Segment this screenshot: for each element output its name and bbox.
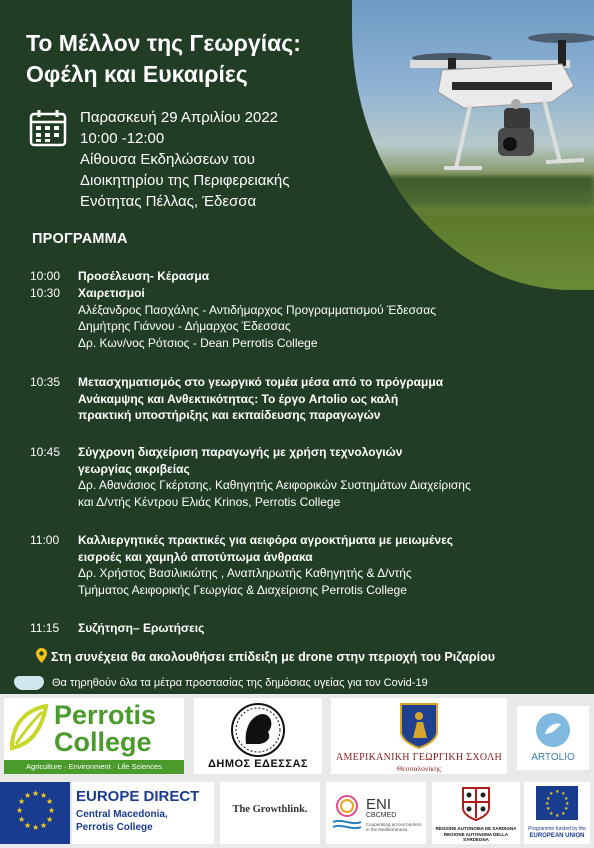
svg-text:★: ★ <box>18 815 26 824</box>
drone-photo <box>352 0 594 290</box>
europe-direct-sub-1: Central Macedonia, <box>76 809 168 820</box>
event-date: Παρασκευή 29 Απριλίου 2022 <box>80 109 279 126</box>
eu-flag-logo <box>0 782 70 844</box>
svg-text:★: ★ <box>561 811 566 817</box>
svg-text:★: ★ <box>32 789 40 798</box>
program-detail: Δρ. Χρήστος Βασιλικιώτης , Αναπληρωτής Καθηγητής & Δ/ντής <box>78 566 412 580</box>
svg-text:★: ★ <box>32 823 40 832</box>
growthlink-name: The Growthlink. <box>232 804 308 815</box>
program-time: 10:45 <box>30 445 61 459</box>
svg-text:★: ★ <box>18 797 26 806</box>
coin-emblem-icon <box>194 700 322 760</box>
program-title: Καλλιεργητικές πρακτικές για αειφόρα αγροκτήματα με μειωμένες <box>78 533 454 547</box>
program-time: 10:00 <box>30 269 61 283</box>
page-title <box>26 28 366 90</box>
growthlink-logo <box>220 782 320 844</box>
drone-icon <box>352 0 594 290</box>
program-title: εισροές και χαμηλό αποτύπωμα άνθρακα <box>78 549 313 564</box>
svg-text:★: ★ <box>549 791 554 797</box>
eu-funded-line-1: Programme funded by the <box>528 826 586 832</box>
program-detail: Δημήτρης Γιάννου - Δήμαρχος Έδεσσας <box>78 319 291 333</box>
sardinia-region-logo <box>432 782 520 844</box>
program-heading: ΠΡΟΓΡΑΜΜΑ <box>32 231 128 247</box>
svg-text:★: ★ <box>546 796 551 802</box>
event-venue-1: Αίθουσα Εκδηλώσεων του <box>80 151 255 168</box>
svg-text:★: ★ <box>16 806 24 815</box>
eni-sub: CBCMED <box>366 812 397 819</box>
title-line-2: Οφέλη και Ευκαιρίες <box>26 61 248 87</box>
svg-text:★: ★ <box>549 811 554 817</box>
artolio-name: ARTOLIO <box>531 752 575 763</box>
europe-direct-title: EUROPE DIRECT <box>76 788 200 805</box>
leaf-icon <box>8 704 50 752</box>
program-title: πρακτική υποστήριξης και εκπαίδευσης παραγωγών <box>78 408 381 422</box>
program-detail: Δρ. Κων/νος Ρότσιος - Dean Perrotis College <box>78 335 318 350</box>
artolio-icon <box>535 712 571 748</box>
artolio-logo <box>517 706 589 770</box>
event-time: 10:00 -12:00 <box>80 130 165 147</box>
sardinia-crest-icon <box>461 786 491 822</box>
europe-direct-sub-2: Perrotis College <box>76 822 153 833</box>
program-time: 10:30 <box>30 286 61 300</box>
svg-text:★: ★ <box>48 806 56 815</box>
demo-note-text: Στη συνέχεια θα ακολουθήσει επίδειξη με drone στην περιοχή του Ριζαρίου <box>51 650 496 664</box>
eu-funded-line-2: EUROPEAN UNION <box>529 833 585 839</box>
svg-text:★: ★ <box>46 797 54 806</box>
event-info <box>80 107 289 212</box>
svg-text:★: ★ <box>564 796 569 802</box>
edessa-name: ΔΗΜΟΣ ΕΔΕΣΣΑΣ <box>207 758 309 770</box>
program-title: Μετασχηματισμός στο γεωργικό τομέα μέσα από το πρόγραμμα <box>78 375 444 389</box>
title-line-1: Το Μέλλον της Γεωργίας: <box>26 30 301 56</box>
program-title: γεωργίας ακριβείας <box>78 461 190 476</box>
perrotis-line-1: Perrotis <box>54 700 157 730</box>
program-title: Συζήτηση– Ερωτήσεις <box>78 621 205 635</box>
eu-stars-icon <box>0 782 70 844</box>
eni-name: ENI <box>366 796 392 813</box>
program-time: 11:00 <box>30 533 60 547</box>
program-time: 10:35 <box>30 375 61 389</box>
svg-text:★: ★ <box>24 821 32 830</box>
svg-text:★: ★ <box>46 815 54 824</box>
perrotis-college-logo <box>4 698 184 774</box>
program-title: Σύγχρονη διαχείριση παραγωγής με χρήση τεχνολογιών <box>78 445 403 459</box>
american-farm-school-logo <box>331 698 507 774</box>
sardinia-name-1: REGIONE AUTONOMA DE SARDIGNA <box>435 826 517 831</box>
svg-text:★: ★ <box>564 806 569 812</box>
program-detail: Αλέξανδρος Πασχάλης - Αντιδήμαρχος Προγραμματισμού Έδεσσας <box>78 302 436 317</box>
face-mask-icon <box>14 676 44 690</box>
perrotis-tagline: Agriculture · Environment · Life Sciences <box>4 760 184 774</box>
eni-cbcmed-logo <box>326 782 426 844</box>
event-venue-2: Διοικητηρίου της Περιφερειακής <box>80 172 290 189</box>
program-time: 11:15 <box>30 621 60 635</box>
eu-funded-logo <box>524 782 590 844</box>
svg-text:★: ★ <box>555 789 560 795</box>
svg-text:★: ★ <box>40 821 48 830</box>
program-title: Προσέλευση- Κέρασμα <box>78 269 210 283</box>
svg-text:★: ★ <box>24 791 32 800</box>
europe-direct-logo <box>72 782 214 844</box>
svg-text:★: ★ <box>565 801 570 807</box>
program-title: Χαιρετισμοί <box>78 286 145 300</box>
farmer-emblem-icon <box>399 702 439 750</box>
event-venue-3: Ενότητας Πέλλας, Έδεσσα <box>80 193 257 210</box>
demo-note <box>36 648 495 664</box>
svg-text:★: ★ <box>40 791 48 800</box>
afs-city: Θεσσαλονίκης <box>396 764 442 773</box>
municipality-edessa-logo <box>194 698 322 774</box>
eni-rings-icon <box>329 792 365 832</box>
svg-text:★: ★ <box>545 801 550 807</box>
svg-text:★: ★ <box>561 791 566 797</box>
afs-name: ΑΜΕΡΙΚΑΝΙΚΗ ΓΕΩΡΓΙΚΗ ΣΧΟΛΗ <box>335 752 503 763</box>
covid-note <box>14 676 428 690</box>
program-title: Ανάκαμψης και Ανθεκτικότητας: Το έργο Artolio ως καλή <box>78 391 399 406</box>
svg-text:★: ★ <box>555 813 560 819</box>
calendar-icon <box>28 108 68 148</box>
perrotis-line-2: College <box>54 727 152 757</box>
location-pin-icon <box>36 648 47 663</box>
program-detail: Τμήματος Αειφορικής Γεωργίας & Διαχείρισης Perrotis College <box>78 582 407 597</box>
sardinia-name-2: REGIONE AUTONOMA DELLA SARDEGNA <box>443 832 509 842</box>
covid-note-text: Θα τηρηθούν όλα τα μέτρα προστασίας της δημόσιας υγείας για τον Covid-19 <box>52 677 428 689</box>
program-detail: Δρ. Αθανάσιος Γκέρτσης, Καθηγητής Αειφορικών Συστημάτων Διαχείρισης <box>78 478 471 492</box>
eni-tagline: Cooperating across borders in the Mediterranean <box>366 822 422 832</box>
program-detail: και Δ/ντής Κέντρου Ελιάς Krinos, Perrotis College <box>78 494 341 509</box>
eu-flag-icon <box>524 782 590 826</box>
svg-text:★: ★ <box>546 806 551 812</box>
